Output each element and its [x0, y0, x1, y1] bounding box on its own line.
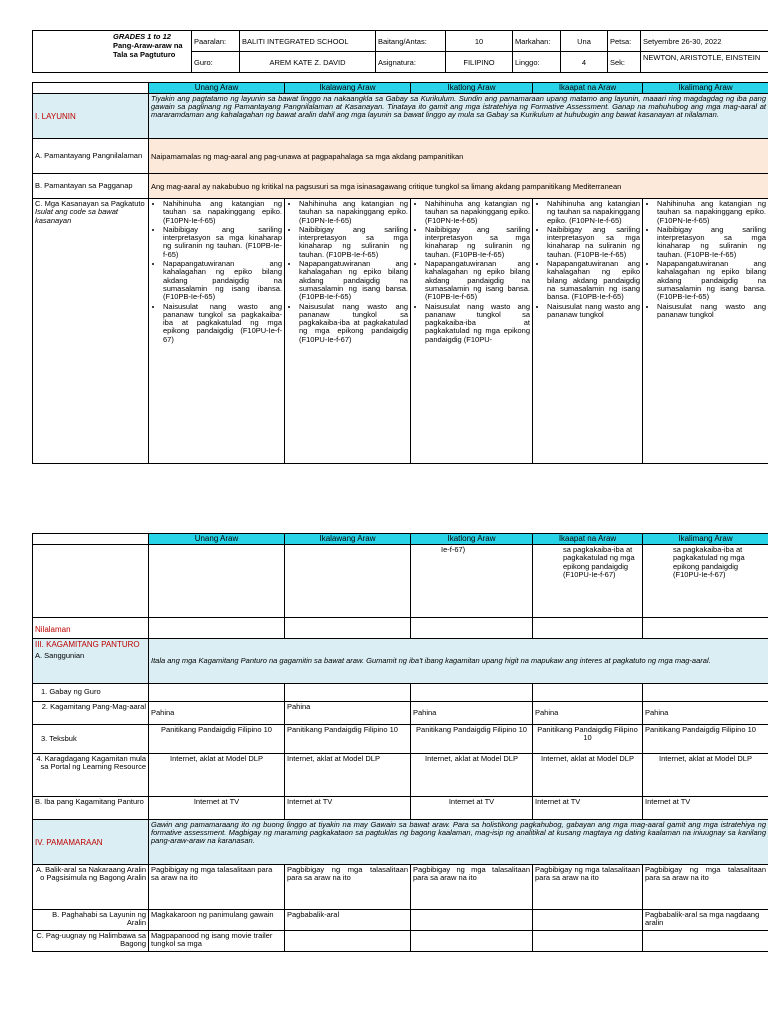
- sek-value: NEWTON, ARISTOTLE, EINSTEIN: [641, 52, 768, 73]
- pahina-cell: Pahina: [533, 702, 643, 725]
- kasanayan-label-cell: [33, 199, 149, 464]
- markahan-value: Una: [561, 31, 608, 52]
- iba-cell: Internet at TV: [533, 797, 643, 820]
- balik-aral-cell: Pagbibigay ng mga talasalitaan para sa araw na ito: [149, 865, 285, 910]
- continuation-cell: Ie-f-67): [411, 545, 533, 618]
- day-header: Ikatlong Araw: [411, 534, 533, 545]
- pamamaraan-text: Gawin ang pamamaraang ito ng buong linggo at tiyakin na may Gawain sa bawat araw. Para sa holistikong pagkahubog, gabayan ang mga mag-aaral gamit ang mga istratehiya ng formative assessment. Magbigay ng maraming pagkakataon sa pagtuklas ng bagong kaalaman, mag-isip ng analitikal at kusang magtaya ng dating kaalaman na iniuugnay sa kanilang pang-araw-araw na karanasan.: [149, 820, 768, 865]
- kagamitan-label: III. KAGAMITANG PANTURO: [35, 640, 140, 649]
- teksbuk-cell: Panitikang Pandaigdig Filipino 10: [285, 725, 411, 754]
- pahina-cell: Pahina: [643, 702, 768, 725]
- sanggunian-label: A. Sanggunian: [35, 651, 85, 660]
- list-item: • Nahihinuha ang katangian ng tauhan sa napakinggang epiko. (F10PN-Ie-f-65): [425, 200, 530, 225]
- list-item: • Naisusulat nang wasto ang pananaw tungkol sa pagkakaiba-iba at pagkakatulad ng mga epikong pandaigdig (F10PU-: [425, 303, 530, 344]
- list-item: • Nahihinuha ang katangian ng tauhan sa napakinggang epiko. (F10PN-Ie-f-65): [657, 200, 766, 225]
- asignatura-value: FILIPINO: [446, 52, 513, 73]
- title-line: GRADES 1 to 12: [113, 32, 171, 41]
- kagamitan-text: Itala ang mga Kagamitang Panturo na gagamitin sa bawat araw. Gumamit ng iba't ibang kagamitan upang higit na mapukaw ang interes at pagkatuto ng mga mag-aaral.: [149, 639, 768, 684]
- karagdagan-cell: Internet, aklat at Model DLP: [411, 754, 533, 797]
- pag-uugnay-cell: [643, 931, 768, 952]
- nilalaman-cell: [33, 618, 149, 639]
- teksbuk-cell: Panitikang Pandaigdig Filipino 10: [643, 725, 768, 754]
- kasanayan-day1: [149, 199, 285, 464]
- pamamaraan-label: IV. PAMAMARAAN: [35, 837, 103, 847]
- paaralan-value: BALITI INTEGRATED SCHOOL: [240, 31, 376, 52]
- pangnilalaman-text: Naipamamalas ng mag-aaral ang pag-unawa at pagpapahalaga sa mga akdang pampanitikan: [149, 139, 768, 174]
- pag-uugnay-cell: [285, 931, 411, 952]
- iba-cell: Internet at TV: [643, 797, 768, 820]
- page2-body: [32, 533, 768, 952]
- kagamitan-label-cell: [33, 639, 149, 684]
- day-header: Ikalimang Araw: [643, 83, 768, 94]
- asignatura-label: Asignatura:: [376, 52, 446, 73]
- petsa-label: Petsa:: [608, 31, 641, 52]
- pahina-cell: Pahina: [149, 702, 285, 725]
- layunin-label: I. LAYUNIN: [35, 111, 76, 121]
- kasanayan-note: Isulat ang code sa bawat kasanayan: [35, 207, 118, 225]
- paghahabi-cell: Pagbabalik-aral: [285, 910, 411, 931]
- layunin-label-cell: [33, 94, 149, 139]
- guro-value: AREM KATE Z. DAVID: [240, 52, 376, 73]
- day-header: Unang Araw: [149, 534, 285, 545]
- blank-cell: [33, 545, 149, 618]
- list-item: • Naibibigay ang sariling interpretasyon sa mga kinaharap ng suliranin ng tauhan. (F10PB-Ie-f-65): [299, 226, 408, 259]
- pamamaraan-label-cell: [33, 820, 149, 865]
- kagamitan-table: [32, 533, 768, 952]
- page1-body: [32, 82, 768, 464]
- list-item: • Nahihinuha ang katangian ng tauhan sa napakinggang epiko. (F10PN-Ie-f-65): [547, 200, 640, 225]
- pahina-cell: Pahina: [285, 702, 411, 725]
- paghahabi-label: B. Paghahabi sa Layunin ng Aralin: [33, 910, 149, 931]
- pag-uugnay-label: C. Pag-uugnay ng Halimbawa sa Bagong: [33, 931, 149, 952]
- list-item: • Naisusulat nang wasto ang pananaw tungkol: [657, 303, 766, 320]
- form-title: [33, 31, 192, 73]
- header-table: [32, 30, 768, 73]
- day-header: Ikaapat na Araw: [533, 83, 643, 94]
- day-header: Ikaapat na Araw: [533, 534, 643, 545]
- guro-label: Guro:: [192, 52, 240, 73]
- paghahabi-cell: Magkakaroon ng panimulang gawain: [149, 910, 285, 931]
- title-line: Pang-Araw-araw na: [113, 41, 183, 50]
- baitang-label: Baitang/Antas:: [376, 31, 446, 52]
- teksbuk-cell: Panitikang Pandaigdig Filipino 10: [149, 725, 285, 754]
- layunin-table: [32, 82, 768, 464]
- gabay-label: 1. Gabay ng Guro: [33, 684, 149, 702]
- paghahabi-cell: [533, 910, 643, 931]
- continuation-cell: [149, 545, 285, 618]
- pag-uugnay-cell: [533, 931, 643, 952]
- iba-label: B. Iba pang Kagamitang Panturo: [33, 797, 149, 820]
- list-item: • Naibibigay ang sariling interpretasyon sa mga kinaharap na suliranin ng tauhan. (F10PB-Ie-f-65): [547, 226, 640, 259]
- balik-aral-label: A. Balik-aral sa Nakaraang Aralin o Pagsisimula ng Bagong Aralin: [33, 865, 149, 910]
- karagdagan-label: 4. Karagdagang Kagamitan mula sa Portal ng Learning Resource: [33, 754, 149, 797]
- continuation-cell: sa pagkakaiba-iba at pagkakatulad ng mga epikong pandaigdig (F10PU-Ie-f-67): [533, 545, 643, 618]
- pangmagaaral-label: 2. Kagamitang Pang-Mag-aaral: [33, 702, 149, 725]
- pag-uugnay-cell: [411, 931, 533, 952]
- header-block: [32, 30, 768, 73]
- list-item: • Napapangatuwiranan ang kahalagahan ng epiko bilang akdang pandaigdig na sumasalamin ng isang bansa. (F10PB-Ie-f-65): [425, 260, 530, 301]
- kasanayan-day3: [411, 199, 533, 464]
- pag-uugnay-cell: Magpapanood ng isang movie trailer tungkol sa mga: [149, 931, 285, 952]
- kasanayan-label: C. Mga Kasanayan sa Pagkatuto: [35, 199, 145, 208]
- balik-aral-cell: Pagbibigay ng mga talasalitaan para sa araw na ito: [643, 865, 768, 910]
- paghahabi-cell: Pagbabalik-aral sa mga nagdaang aralin: [643, 910, 768, 931]
- karagdagan-cell: Internet, aklat at Model DLP: [643, 754, 768, 797]
- title-line: Tala sa Pagtuturo: [113, 50, 176, 59]
- balik-aral-cell: Pagbibigay ng mga talasalitaan para sa araw na ito: [533, 865, 643, 910]
- list-item: • Nahihinuha ang katangian ng tauhan sa napakinggang epiko. (F10PN-Ie-f-65): [163, 200, 282, 225]
- karagdagan-cell: Internet, aklat at Model DLP: [285, 754, 411, 797]
- list-item: • Naisusulat nang wasto ang pananaw tungkol sa pagkakaiba-iba at pagkakatulad ng mga epikong pandaigdig (F10PU-Ie-f-67): [163, 303, 282, 344]
- kasanayan-day4: [533, 199, 643, 464]
- day-header: Ikalawang Araw: [285, 83, 411, 94]
- karagdagan-cell: Internet, aklat at Model DLP: [533, 754, 643, 797]
- linggo-value: 4: [561, 52, 608, 73]
- day-header: Ikatlong Araw: [411, 83, 533, 94]
- list-item: • Naisusulat nang wasto ang pananaw tungkol sa pagkakaiba-iba at pagkakatulad ng mga epikong pandaigdig (F10PU-Ie-f-67): [299, 303, 408, 344]
- continuation-cell: sa pagkakaiba-iba at pagkakatulad ng mga epikong pandaigdig (F10PU-Ie-f-67): [643, 545, 768, 618]
- paghahabi-cell: [411, 910, 533, 931]
- blank-corner: [33, 83, 149, 94]
- teksbuk-cell: Panitikang Pandaigdig Filipino 10: [533, 725, 643, 754]
- list-item: • Naisusulat nang wasto ang pananaw tungkol: [547, 303, 640, 320]
- sek-label: Sek:: [608, 52, 641, 73]
- teksbuk-label: 3. Teksbuk: [33, 725, 149, 754]
- iba-cell: Internet at TV: [411, 797, 533, 820]
- teksbuk-cell: Panitikang Pandaigdig Filipino 10: [411, 725, 533, 754]
- day-header: Unang Araw: [149, 83, 285, 94]
- layunin-text: Tiyakin ang pagtatamo ng layunin sa bawat linggo na nakaangkla sa Gabay sa Kurikulum. Sundin ang pamamaraan upang matamo ang layunin, maaari ring magdagdag ng iba pang gawain sa paglinang ng Pamantayang Pangnilalaman at Kasanayan. Tinataya ito gamit ang mga istratehiya ng Formative Assessment. Ganap na mahuhubog ang mga mag-aaral at mararamdaman ang kahalagahan ng bawat aralin dahil ang mga layunin sa bawat linggo ay mula sa Gabay sa Kurikulum at huhubugin ang bawat kasanayan at nilalaman.: [149, 94, 768, 139]
- day-header: Ikalawang Araw: [285, 534, 411, 545]
- balik-aral-cell: Pagbibigay ng mga talasalitaan para sa araw na ito: [411, 865, 533, 910]
- paaralan-label: Paaralan:: [192, 31, 240, 52]
- pahina-cell: Pahina: [411, 702, 533, 725]
- balik-aral-cell: Pagbibigay ng mga talasalitaan para sa araw na ito: [285, 865, 411, 910]
- pangnilalaman-label: A. Pamantayang Pangnilalaman: [33, 139, 149, 174]
- list-item: • Napapangatuwiranan ang kahalagahan ng epiko bilang akdang pandaigdig na sumasalamin ng isang bansa. (F10PB-Ie-f-65): [299, 260, 408, 301]
- list-item: • Naibibigay ang sariling interpretasyon sa mga kinaharap ng suliranin ng tauhan. (F10PB-Ie-f-65): [163, 226, 282, 259]
- karagdagan-cell: Internet, aklat at Model DLP: [149, 754, 285, 797]
- list-item: • Naibibigay ang sariling interpretasyon sa mga kinaharap ng suliranin ng tauhan. (F10PB-Ie-f-65): [425, 226, 530, 259]
- pagganap-text: Ang mag-aaral ay nakabubuo ng kritikal na pagsusuri sa mga isinasagawang critique tungkol sa limang akdang pampanitikang Mediterranean: [149, 174, 768, 199]
- list-item: • Naibibigay ang sariling interpretasyon sa mga kinaharap ng suliranin ng tauhan. (F10PB-Ie-f-65): [657, 226, 766, 259]
- markahan-label: Markahan:: [513, 31, 561, 52]
- linggo-label: Linggo:: [513, 52, 561, 73]
- petsa-value: Setyembre 26-30, 2022: [641, 31, 768, 52]
- continuation-cell: [285, 545, 411, 618]
- list-item: • Napapangatuwiranan ang kahalagahan ng epiko bilang akdang pandaigdig na sumasalamin ng isang bansa. (F10PB-Ie-f-65): [547, 260, 640, 301]
- nilalaman-label: Nilalaman: [35, 625, 71, 634]
- blank-corner: [33, 534, 149, 545]
- list-item: • Nahihinuha ang katangian ng tauhan sa napakinggang epiko. (F10PN-Ie-f-65): [299, 200, 408, 225]
- iba-cell: Internet at TV: [285, 797, 411, 820]
- kasanayan-day2: [285, 199, 411, 464]
- kasanayan-day5: [643, 199, 768, 464]
- iba-cell: Internet at TV: [149, 797, 285, 820]
- day-header: Ikalimang Araw: [643, 534, 768, 545]
- list-item: • Napapangatuwiranan ang kahalagahan ng epiko bilang akdang pandaigdig na sumasalamin ng isang bansa. (F10PB-Ie-f-65): [657, 260, 766, 301]
- pagganap-label: B. Pamantayan sa Pagganap: [33, 174, 149, 199]
- baitang-value: 10: [446, 31, 513, 52]
- list-item: • Napapangatuwiranan ang kahalagahan ng epiko bilang akdang pandaigdig na sumasalamin ng isang ibansa. (F10PB-Ie-f-65): [163, 260, 282, 301]
